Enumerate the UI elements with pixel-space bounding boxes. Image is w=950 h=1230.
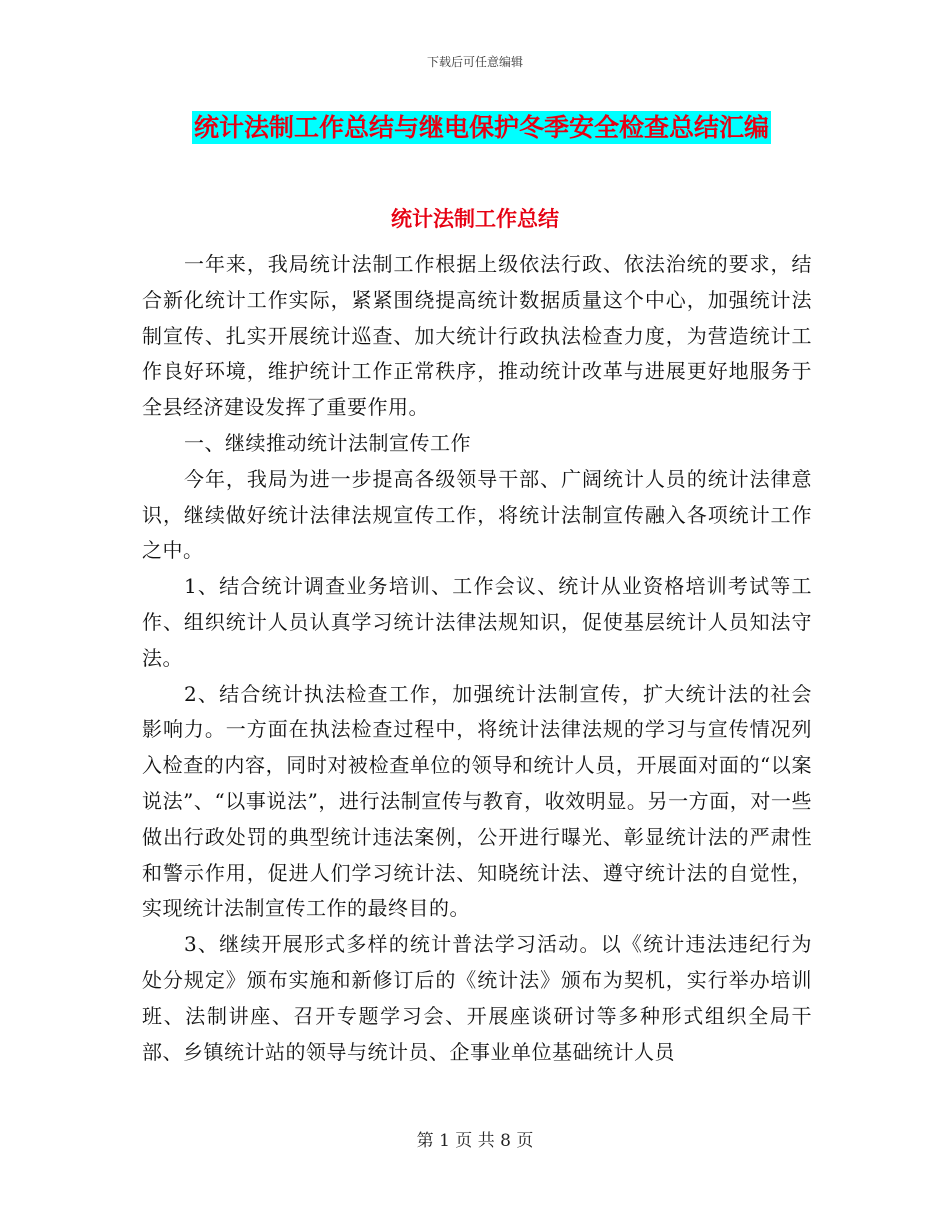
paragraph-item-3: 3、继续开展形式多样的统计普法学习活动。以《统计违法违纪行为处分规定》颁布实施和新修订后的《统计法》颁布为契机，实行举办培训班、法制讲座、召开专题学习会、开展座谈研讨等多种形式组织全局干部、乡镇统计站的领导与统计员、企事业单位基础统计人员 (142, 932, 812, 1064)
paragraph-item-2: 2、结合统计执法检查工作，加强统计法制宣传，扩大统计法的社会影响力。一方面在执法检查过程中，将统计法律法规的学习与宣传情况列入检查的内容，同时对被检查单位的领导和统计人员，开展面对面的“以案说法”、“以事说法”，进行法制宣传与教育，收效明显。另一方面，对一些做出行政处罚的典型统计违法案例，公开进行曝光、彰显统计法的严肃性和警示作用，促进人们学习统计法、知晓统计法、遵守统计法的自觉性，实现统计法制宣传工作的最终目的。 (142, 681, 812, 921)
paragraph-item-1: 1、结合统计调查业务培训、工作会议、统计从业资格培训考试等工作、组织统计人员认真学习统计法律法规知识，促使基层统计人员知法守法。 (142, 574, 812, 670)
paragraph-intro: 一年来，我局统计法制工作根据上级依法行政、依法治统的要求，结合新化统计工作实际，紧紧围绕提高统计数据质量这个中心，加强统计法制宣传、扎实开展统计巡查、加大统计行政执法检查力度，为营造统计工作良好环境，维护统计工作正常秩序，推动统计改革与进展更好地服务于全县经济建设发挥了重要作用。 (142, 252, 812, 420)
document-body (142, 247, 812, 1070)
main-title: 统计法制工作总结与继电保护冬季安全检查总结汇编 (194, 113, 770, 142)
header-note: 下载后可任意编辑 (426, 55, 523, 69)
main-title-block (192, 111, 771, 144)
page-footer: 第 1 页 共 8 页 (416, 1131, 534, 1151)
section-title: 统计法制工作总结 (391, 207, 559, 231)
heading-section-1: 一、继续推动统计法制宣传工作 (184, 430, 471, 455)
paragraph-section-1: 今年，我局为进一步提高各级领导干部、广阔统计人员的统计法律意识，继续做好统计法律法规宣传工作，将统计法制宣传融入各项统计工作之中。 (142, 466, 812, 563)
